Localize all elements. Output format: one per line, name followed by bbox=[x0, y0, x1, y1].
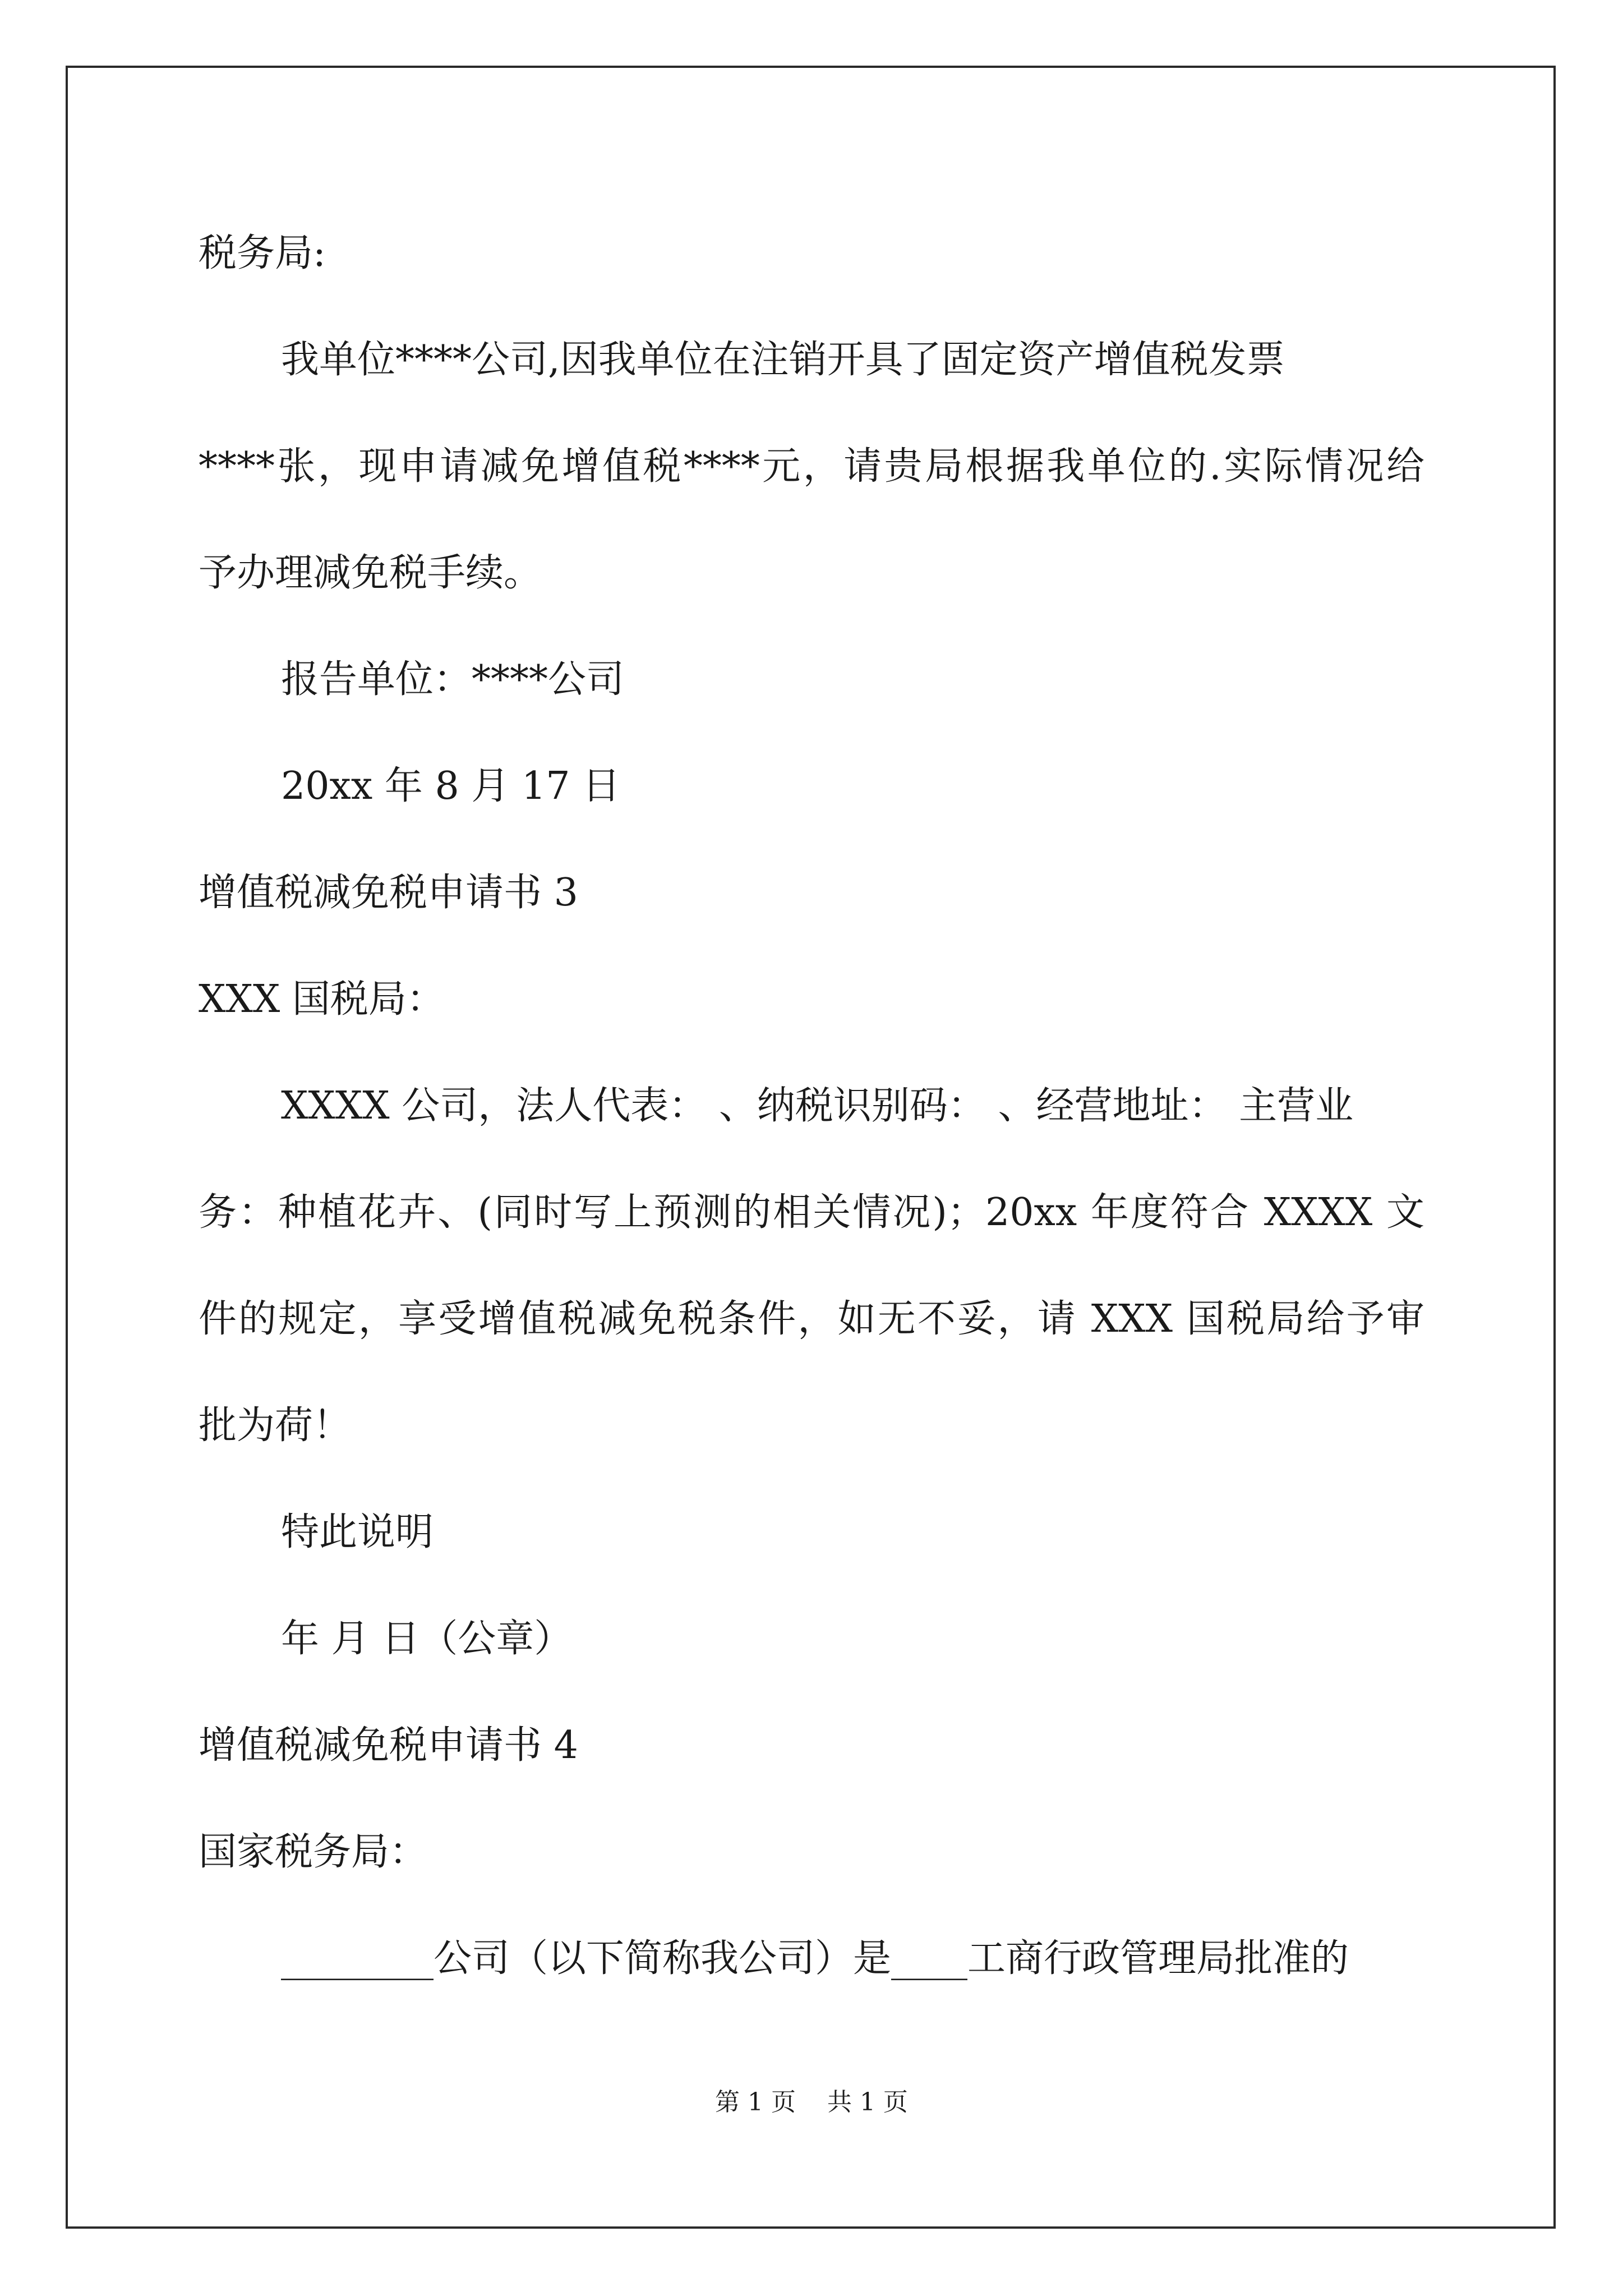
section-heading: 增值税减免税申请书 4 bbox=[199, 1723, 578, 1768]
closing-note: 特此说明 bbox=[281, 1510, 434, 1554]
page-border bbox=[66, 66, 1556, 2229]
paragraph-line: ****张，现申请减免增值税****元，请贵局根据我单位的.实际情况给 bbox=[199, 444, 1424, 489]
paragraph-line: XXXX 公司，法人代表： 、纳税识别码： 、经营地址： 主营业 bbox=[281, 1084, 1354, 1128]
paragraph-line: ________公司（以下简称我公司）是____工商行政管理局批准的 bbox=[281, 1936, 1349, 1981]
paragraph-line: 我单位****公司,因我单位在注销开具了固定资产增值税发票 bbox=[281, 338, 1285, 382]
seal-date-line: 年 月 日（公章） bbox=[281, 1617, 573, 1661]
page-footer: 第 1 页 共 1 页 bbox=[715, 2088, 908, 2116]
paragraph-line: 务：种植花卉、(同时写上预测的相关情况)；20xx 年度符合 XXXX 文 bbox=[199, 1190, 1424, 1235]
section-heading: 增值税减免税申请书 3 bbox=[199, 871, 578, 915]
salutation-national-tax-bureau: XXX 国税局： bbox=[199, 977, 445, 1022]
paragraph-line: 予办理减免税手续。 bbox=[199, 551, 542, 595]
paragraph-line: 批为荷！ bbox=[199, 1404, 352, 1448]
salutation-tax-bureau: 税务局: bbox=[199, 231, 326, 275]
paragraph-line: 件的规定，享受增值税减免税条件，如无不妥，请 XXX 国税局给予审 bbox=[199, 1297, 1424, 1341]
date-line: 20xx 年 8 月 17 日 bbox=[281, 764, 621, 808]
reporting-unit: 报告单位：****公司 bbox=[281, 657, 625, 702]
salutation-state-tax-bureau: 国家税务局： bbox=[199, 1830, 428, 1874]
